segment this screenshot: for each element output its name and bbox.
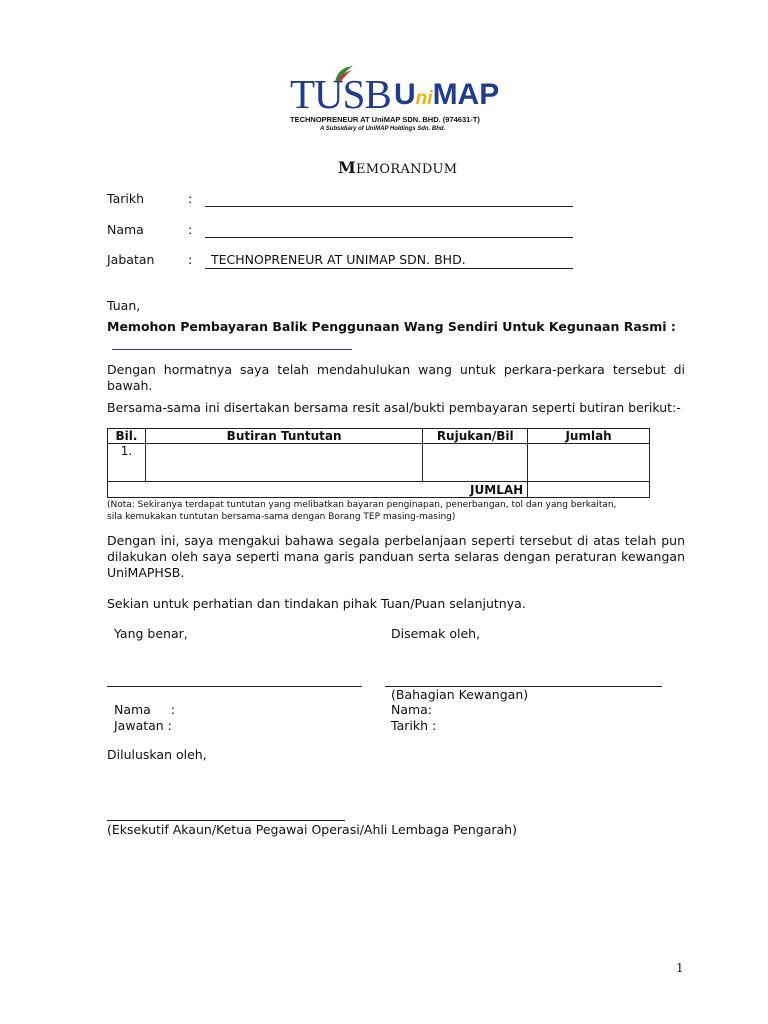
field-colon: : — [188, 222, 193, 237]
subject-line: Memohon Pembayaran Balik Penggunaan Wang Sendiri Untuk Kegunaan Rasmi : — [107, 319, 676, 334]
header-bil: Bil. — [108, 429, 146, 444]
memo-title-initial: M — [338, 158, 357, 177]
approval-signature-line[interactable] — [107, 820, 345, 821]
field-underline — [205, 237, 573, 238]
signature-left-line[interactable] — [107, 686, 362, 687]
field-label: Nama — [107, 222, 144, 237]
cell-jumlah[interactable] — [528, 444, 650, 482]
note-line-2: sila kemukakan tuntutan bersama-sama dengan Borang TEP masing-masing) — [107, 512, 456, 522]
field-label: Tarikh — [107, 191, 144, 206]
signature-right-heading: Disemak oleh, — [391, 626, 481, 641]
signature-right-role: (Bahagian Kewangan) — [391, 687, 529, 702]
field-value[interactable]: TECHNOPRENEUR AT UNIMAP SDN. BHD. — [211, 252, 466, 267]
subject-blank-line[interactable] — [112, 349, 352, 350]
logo-subsidiary-line: A Subsidiary of UniMAP Holdings Sdn. Bhd. — [320, 126, 446, 132]
table-header-row — [108, 429, 650, 444]
field-colon: : — [188, 252, 193, 267]
claims-table — [107, 428, 650, 498]
cell-rujukan[interactable] — [423, 444, 528, 482]
paragraph-declaration: Dengan ini, saya mengakui bahawa segala perbelanjaan seperti tersebut di atas telah pun dilakukan oleh saya seperti mana garis panduan serta selaras dengan peraturan kewangan UniMAPHSB. — [107, 533, 685, 580]
note-line-1: (Nota: Sekiranya terdapat tuntutan yang melibatkan bayaran penginapan, penerbangan, tol dan yang berkaitan, — [107, 500, 617, 510]
paragraph-closing: Sekian untuk perhatian dan tindakan pihak Tuan/Puan selanjutnya. — [107, 596, 526, 611]
company-logo — [290, 66, 510, 136]
header-rujukan: Rujukan/Bil — [423, 429, 528, 444]
memo-title — [338, 158, 457, 177]
approval-role: (Eksekutif Akaun/Ketua Pegawai Operasi/Ahli Lembaga Pengarah) — [107, 822, 517, 837]
memo-title-rest: EMORANDUM — [356, 162, 458, 177]
field-jabatan — [107, 252, 577, 270]
cell-butiran[interactable] — [145, 444, 422, 482]
signature-left-jawatan: Jawatan : — [114, 718, 172, 733]
table-total-row — [108, 482, 650, 498]
header-jumlah: Jumlah — [528, 429, 650, 444]
field-tarikh — [107, 191, 577, 209]
page-number: 1 — [676, 961, 684, 975]
field-underline — [205, 268, 573, 269]
logo-map-part: MAP — [432, 78, 500, 111]
signature-right-tarikh: Tarikh : — [391, 718, 437, 733]
approval-heading: Diluluskan oleh, — [107, 747, 207, 762]
total-label: JUMLAH — [108, 482, 528, 498]
logo-company-line: TECHNOPRENEUR AT UniMAP SDN. BHD. (974631-T) — [290, 115, 480, 124]
field-colon: : — [188, 191, 193, 206]
header-butiran: Butiran Tuntutan — [145, 429, 422, 444]
signature-right-nama: Nama: — [391, 702, 433, 717]
signature-left-nama: Nama : — [114, 702, 175, 717]
logo-uni-part: Uni — [394, 78, 433, 111]
field-underline — [205, 206, 573, 207]
table-row — [108, 444, 650, 482]
table-note — [107, 499, 697, 523]
salutation: Tuan, — [107, 298, 141, 313]
field-label: Jabatan — [107, 252, 155, 267]
cell-bil: 1. — [108, 444, 146, 482]
field-nama — [107, 222, 577, 240]
paragraph-advance: Dengan hormatnya saya telah mendahulukan wang untuk perkara-perkara tersebut di bawah. — [107, 362, 685, 393]
total-value[interactable] — [528, 482, 650, 498]
logo-unimap — [394, 78, 499, 112]
paragraph-attachment: Bersama-sama ini disertakan bersama resit asal/bukti pembayaran seperti butiran berikut:- — [107, 400, 681, 415]
signature-left-heading: Yang benar, — [114, 626, 188, 641]
logo-tusb: TUSB — [290, 71, 391, 117]
